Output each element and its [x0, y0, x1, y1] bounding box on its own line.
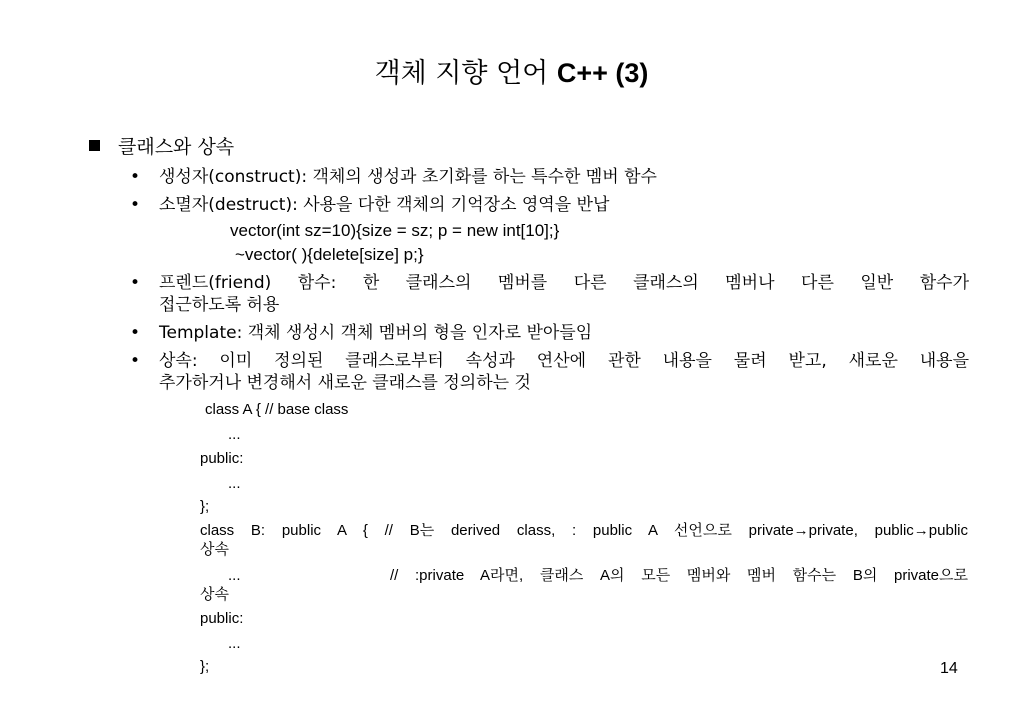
- bullet-icon: •: [130, 323, 141, 343]
- bullet-icon: •: [130, 351, 141, 371]
- title-english: C++ (3): [556, 58, 649, 88]
- bullet-icon: •: [130, 195, 141, 215]
- bullet-icon: •: [130, 167, 141, 187]
- code-line: 상속: [200, 541, 229, 558]
- code-line: ...: [228, 475, 241, 492]
- square-bullet-icon: [89, 140, 100, 151]
- page-number: 14: [940, 660, 958, 677]
- constructor-code: vector(int sz=10){size = sz; p = new int[10];}: [230, 221, 560, 240]
- friend-item-line2: 접근하도록 허용: [159, 295, 280, 315]
- code-line: };: [200, 498, 210, 515]
- title-korean: 객체 지향 언어: [374, 58, 549, 89]
- bullet-icon: •: [130, 273, 141, 293]
- code-line: };: [200, 658, 210, 675]
- slide-title: [0, 55, 1023, 92]
- code-line: ...: [228, 567, 241, 584]
- code-line-derived: class B: public A { // B는 derived class, : public A 선언으로 private→private, public→public: [200, 522, 968, 539]
- code-line: public:: [200, 610, 244, 627]
- inheritance-item-line1: 상속: 이미 정의된 클래스로부터 속성과 연산에 관한 내용을 물려 받고, 새로운 내용을: [159, 351, 969, 371]
- code-line: ...: [228, 426, 241, 443]
- code-line: ...: [228, 635, 241, 652]
- inheritance-item-line2: 추가하거나 변경해서 새로운 클래스를 정의하는 것: [159, 373, 531, 393]
- code-line: class A { // base class: [205, 401, 349, 418]
- code-line: 상속: [200, 586, 229, 603]
- destructor-code: ~vector( ){delete[size] p;}: [235, 245, 424, 264]
- template-item: Template: 객체 생성시 객체 멤버의 형을 인자로 받아들임: [159, 323, 593, 343]
- constructor-item: 생성자(construct): 객체의 생성과 초기화를 하는 특수한 멤버 함수: [159, 167, 657, 187]
- code-comment: // :private A라면, 클래스 A의 모든 멤버와 멤버 함수는 B의 private으로: [390, 567, 968, 584]
- code-line: public:: [200, 450, 244, 467]
- destructor-item: 소멸자(destruct): 사용을 다한 객체의 기억장소 영역을 반납: [159, 195, 610, 215]
- section-heading: 클래스와 상속: [118, 136, 235, 158]
- friend-item-line1: 프렌드(friend) 함수: 한 클래스의 멤버를 다른 클래스의 멤버나 다른 일반 함수가: [159, 273, 969, 293]
